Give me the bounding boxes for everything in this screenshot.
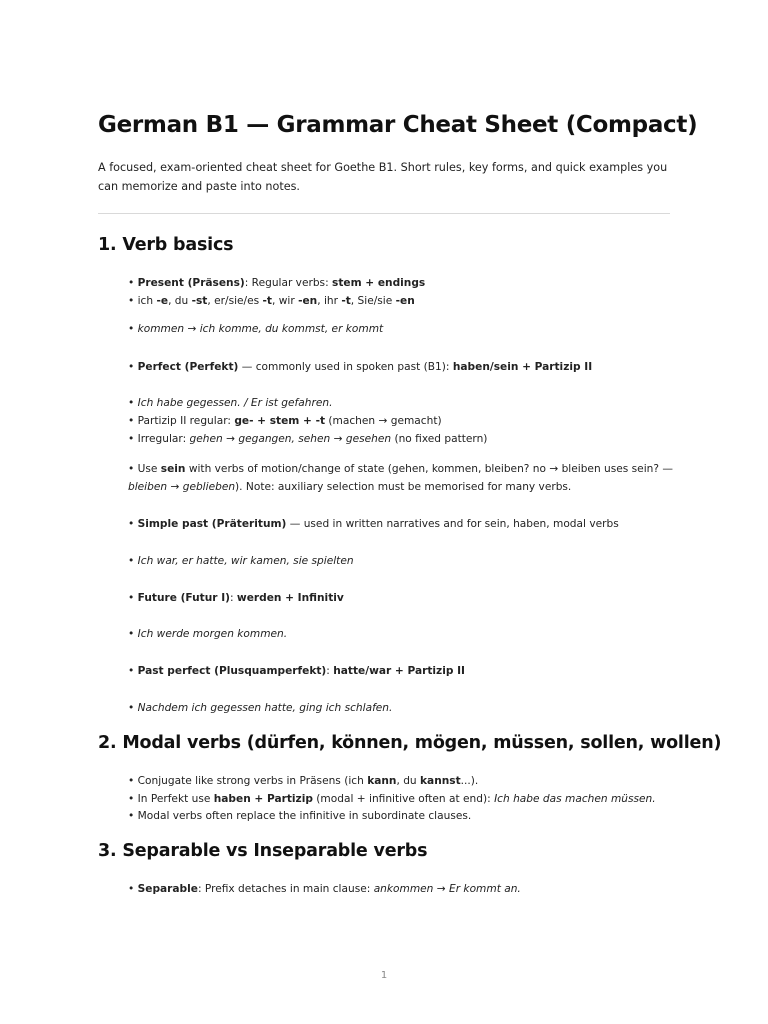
- list-item: [128, 772, 478, 790]
- text: •: [128, 277, 138, 289]
- italic-text: gehen: [189, 433, 223, 445]
- text: • In Perfekt use: [128, 793, 214, 805]
- bold-text: kann: [367, 775, 397, 787]
- text: • Partizip II regular:: [128, 415, 235, 427]
- text: •: [128, 592, 138, 604]
- text: (no fixed pattern): [391, 433, 488, 445]
- list-item: [128, 515, 619, 533]
- bold-text: -t: [262, 295, 272, 307]
- text: • Use: [128, 463, 161, 475]
- bold-text: kannst: [420, 775, 461, 787]
- text: •: [128, 665, 138, 677]
- intro-paragraph: A focused, exam-oriented cheat sheet for Goethe B1. Short rules, key forms, and quick examples you can memorize and paste into notes.: [98, 161, 668, 193]
- bold-text: stem + endings: [332, 277, 426, 289]
- italic-text: Ich werde morgen kommen.: [137, 628, 288, 640]
- list-item: [128, 699, 392, 717]
- bold-text: -en: [395, 295, 415, 307]
- list-item: [128, 807, 471, 825]
- text: , du: [396, 775, 421, 787]
- text: •: [128, 628, 138, 640]
- italic-text: Ich habe das machen müssen.: [494, 793, 656, 805]
- text: , du: [168, 295, 192, 307]
- section-heading-modal-verbs: 2. Modal verbs (dürfen, können, mögen, müssen, sollen, wollen): [98, 733, 722, 753]
- text: , ihr: [317, 295, 342, 307]
- page-title: German B1 — Grammar Cheat Sheet (Compact): [98, 112, 698, 138]
- text: ...).: [460, 775, 479, 787]
- list-item: [128, 292, 415, 310]
- italic-text: Ich habe gegessen. / Er ist gefahren.: [137, 397, 333, 409]
- italic-text: gesehen: [345, 433, 392, 445]
- bold-text: Simple past (Präteritum): [137, 518, 287, 530]
- text: — commonly used in spoken past (B1):: [238, 361, 453, 373]
- bold-text: haben/sein + Partizip II: [452, 361, 593, 373]
- text: with verbs of motion/change of state (gehen, kommen, bleiben? no → bleiben uses sein? —: [185, 463, 673, 475]
- text: →: [330, 433, 346, 445]
- list-item: [128, 552, 354, 570]
- text: •: [128, 518, 138, 530]
- list-item: [128, 430, 487, 448]
- bold-text: ge- + stem + -t: [234, 415, 326, 427]
- list-item: [128, 394, 332, 412]
- list-item: [128, 412, 442, 430]
- text: • Conjugate like strong verbs in Präsens (ich: [128, 775, 368, 787]
- text: , Sie/sie: [350, 295, 396, 307]
- list-item: [128, 790, 656, 808]
- italic-text: bleiben: [128, 481, 168, 493]
- text: •: [128, 555, 138, 567]
- text: , wir: [272, 295, 299, 307]
- text: • Irregular:: [128, 433, 190, 445]
- bold-text: Separable: [137, 883, 198, 895]
- text: • ich: [128, 295, 157, 307]
- italic-text: Nachdem ich gegessen hatte, ging ich schlafen.: [137, 702, 393, 714]
- list-item: [128, 460, 674, 496]
- list-item: [128, 589, 344, 607]
- text: , er/sie/es: [207, 295, 263, 307]
- bold-text: -e: [156, 295, 169, 307]
- divider: [98, 213, 670, 214]
- bold-text: Present (Präsens): [137, 277, 245, 289]
- text: :: [326, 665, 334, 677]
- bold-text: -en: [298, 295, 318, 307]
- text: •: [128, 397, 138, 409]
- text: •: [128, 883, 138, 895]
- list-item: [128, 625, 287, 643]
- bold-text: Perfect (Perfekt): [137, 361, 239, 373]
- italic-text: ankommen: [373, 883, 434, 895]
- list-item: [128, 274, 425, 292]
- bold-text: haben + Partizip: [213, 793, 313, 805]
- text: •: [128, 323, 138, 335]
- list-item: [128, 880, 521, 898]
- list-item: [128, 320, 383, 338]
- text: →: [167, 481, 183, 493]
- text: (modal + infinitive often at end):: [312, 793, 495, 805]
- bold-text: sein: [160, 463, 186, 475]
- bold-text: werden + Infinitiv: [236, 592, 344, 604]
- text: →: [433, 883, 450, 895]
- italic-text: kommen → ich komme, du kommst, er kommt: [137, 323, 384, 335]
- text: • Modal verbs often replace the infinitive in subordinate clauses.: [128, 810, 472, 822]
- section-heading-separable-verbs: 3. Separable vs Inseparable verbs: [98, 841, 428, 861]
- text: — used in written narratives and for sein, haben, modal verbs: [286, 518, 619, 530]
- list-item: [128, 358, 592, 376]
- bold-text: -st: [191, 295, 208, 307]
- text: •: [128, 361, 138, 373]
- bold-text: -t: [341, 295, 351, 307]
- text: •: [128, 702, 138, 714]
- bold-text: Future (Futur I): [137, 592, 230, 604]
- italic-text: gegangen, sehen: [238, 433, 331, 445]
- page-number: 1: [380, 970, 388, 981]
- bold-text: hatte/war + Partizip II: [333, 665, 465, 677]
- section-heading-verb-basics: 1. Verb basics: [98, 235, 234, 255]
- text: ). Note: auxiliary selection must be memorised for many verbs.: [235, 481, 572, 493]
- text: (machen → gemacht): [325, 415, 442, 427]
- text: →: [222, 433, 239, 445]
- text: :: [229, 592, 237, 604]
- italic-text: geblieben: [182, 481, 236, 493]
- bold-text: Past perfect (Plusquamperfekt): [137, 665, 327, 677]
- italic-text: Ich war, er hatte, wir kamen, sie spielten: [137, 555, 354, 567]
- list-item: [128, 662, 465, 680]
- text: : Prefix detaches in main clause:: [197, 883, 374, 895]
- italic-text: Er kommt an.: [449, 883, 521, 895]
- text: : Regular verbs:: [244, 277, 333, 289]
